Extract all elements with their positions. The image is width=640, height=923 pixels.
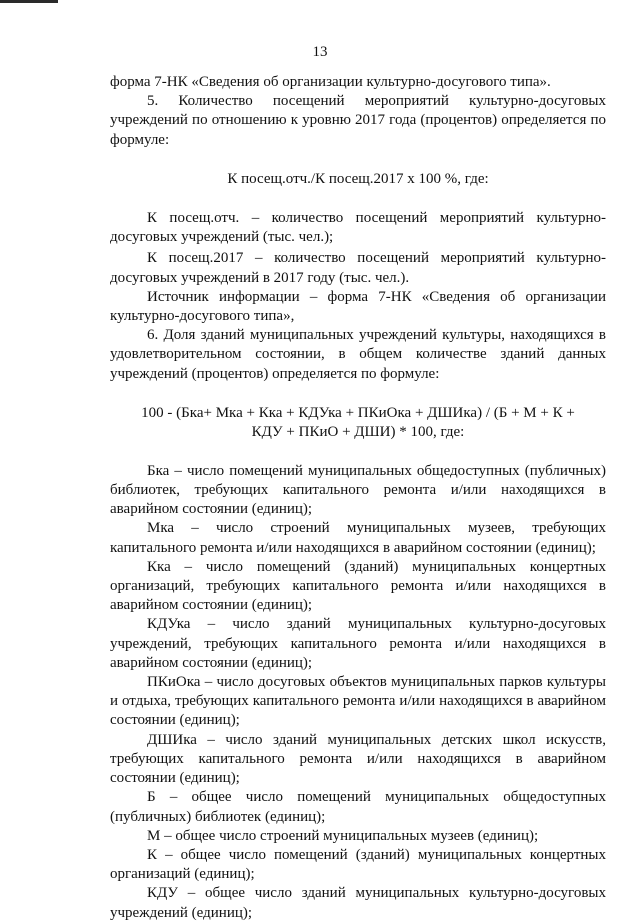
definition-kka: Кка – число помещений (зданий) муниципальных концертных организаций, требующих капитального ремонта и/или находящихся в аварийном состоянии (единиц);: [110, 558, 606, 614]
definition-kdu: КДУ – общее число зданий муниципальных культурно-досуговых учреждений (единиц);: [110, 885, 606, 921]
paragraph-item-6: 6. Доля зданий муниципальных учреждений культуры, находящихся в удовлетворительном состоянии, в общем количестве зданий данных учреждений (процентов) определяется по формуле:: [110, 327, 606, 382]
definition-k-visits-2017: К посещ.2017 – количество посещений мероприятий культурно-досуговых учреждений в 2017 году (тыс. чел.).: [110, 250, 606, 286]
paragraph-info-source: Источник информации – форма 7-НК «Сведения об организации культурно-досугового типа»,: [110, 288, 606, 325]
definition-k: К – общее число помещений (зданий) муниципальных концертных организаций (единиц);: [110, 846, 606, 883]
formula-visits: К посещ.отч./К посещ.2017 х 100 %, где:: [227, 170, 489, 187]
definition-pkioka: ПКиОка – число досуговых объектов муниципальных парков культуры и отдыха, требующих капитального ремонта и/или находящихся в аварийном состоянии (единиц);: [110, 674, 606, 729]
document-body: [110, 73, 606, 923]
scan-edge-mark: [0, 0, 58, 3]
definition-mka: Мка – число строений муниципальных музеев, требующих капитального ремонта и/или находящихся в аварийном состоянии (единиц);: [110, 520, 606, 556]
definition-kduka: КДУка – число зданий муниципальных культурно-досуговых учреждений, требующих капитального ремонта и/или находящихся в аварийном состоянии (единиц);: [110, 616, 606, 671]
definition-b: Б – общее число помещений муниципальных общедоступных (публичных) библиотек (единиц);: [110, 789, 606, 825]
page-number: 13: [312, 44, 328, 60]
formula-buildings-share: [110, 404, 606, 442]
formula-buildings-line-2: КДУ + ПКиО + ДШИ) * 100, где:: [251, 423, 465, 440]
definition-dshika: ДШИка – число зданий муниципальных детских школ искусств, требующих капитального ремонта и/или находящихся в аварийном состоянии (единиц);: [110, 731, 606, 787]
definition-k-visits-report: К посещ.отч. – количество посещений мероприятий культурно-досуговых учреждений (тыс. чел.);: [110, 210, 606, 246]
paragraph-item-5: 5. Количество посещений мероприятий культурно-досуговых учреждений по отношению к уровню 2017 года (процентов) определяется по формуле:: [110, 93, 606, 148]
definition-m: М – общее число строений муниципальных музеев (единиц);: [147, 827, 539, 844]
definition-bka: Бка – число помещений муниципальных общедоступных (публичных) библиотек, требующих капитального ремонта и/или находящихся в аварийном состоянии (единиц);: [110, 462, 606, 518]
formula-buildings-line-1: 100 - (Бка+ Мка + Кка + КДУка + ПКиОка + ДШИка) / (Б + М + К +: [141, 404, 575, 421]
paragraph-form-7nk: форма 7-НК «Сведения об организации культурно-досугового типа».: [110, 74, 551, 90]
